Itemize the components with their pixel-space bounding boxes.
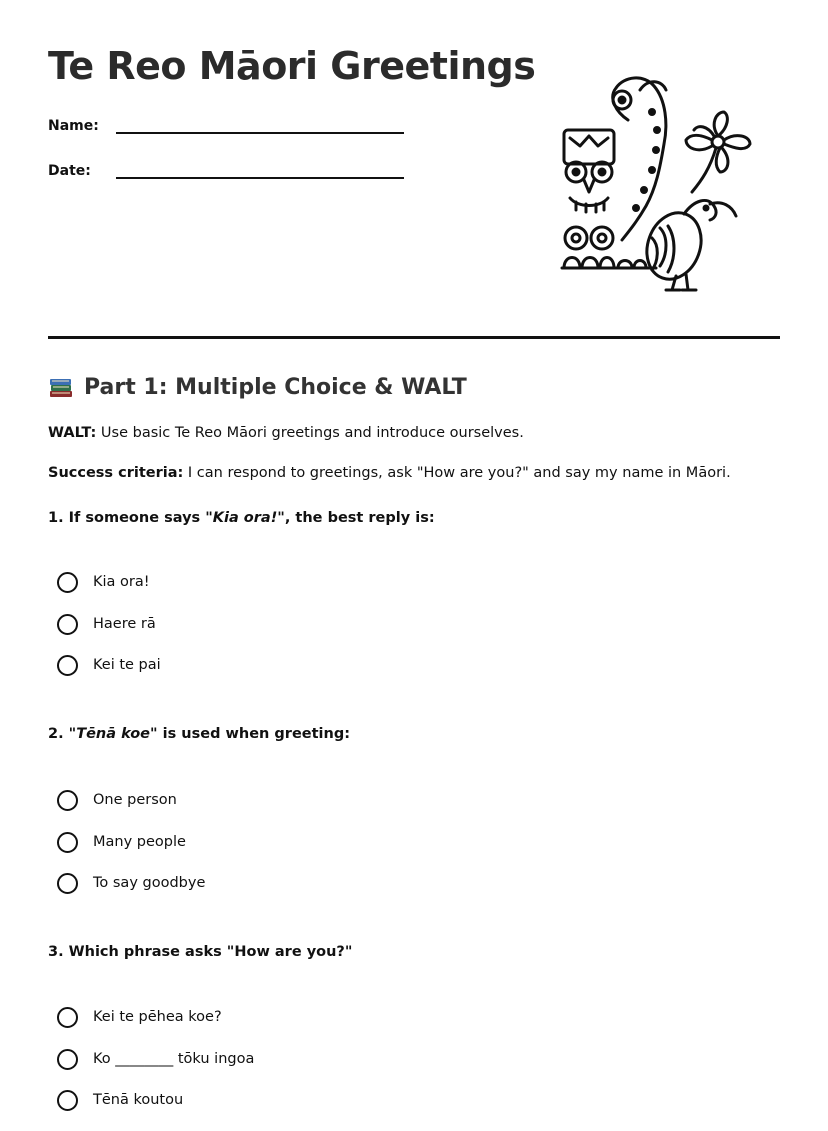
page-title: Te Reo Māori Greetings bbox=[48, 44, 536, 88]
question-2-emphasis: "Tēnā koe" bbox=[68, 726, 158, 742]
question-1-emphasis: "Kia ora!" bbox=[205, 510, 285, 526]
date-write-line[interactable] bbox=[116, 177, 404, 179]
part1-title: Part 1: Multiple Choice & WALT bbox=[84, 374, 467, 400]
question-2-prefix: 2. bbox=[48, 726, 69, 742]
option-label: Kei te pai bbox=[93, 657, 161, 673]
question-2 bbox=[48, 726, 350, 742]
name-label: Name: bbox=[48, 118, 99, 134]
radio-circle[interactable] bbox=[57, 614, 78, 635]
option-label: To say goodbye bbox=[93, 875, 206, 891]
question-3-options bbox=[57, 1006, 254, 1131]
walt-text: Use basic Te Reo Māori greetings and introduce ourselves. bbox=[96, 425, 524, 441]
name-field bbox=[48, 118, 99, 134]
option-label: Many people bbox=[93, 833, 186, 850]
section-divider bbox=[48, 336, 780, 339]
radio-circle[interactable] bbox=[57, 572, 78, 593]
date-field bbox=[48, 163, 91, 179]
maori-illustration-image bbox=[556, 68, 762, 298]
success-criteria-line bbox=[48, 465, 731, 481]
option-item[interactable] bbox=[57, 1089, 254, 1131]
option-label: One person bbox=[93, 792, 177, 808]
radio-circle[interactable] bbox=[57, 873, 78, 894]
option-label: Haere rā bbox=[93, 615, 156, 632]
radio-circle[interactable] bbox=[57, 1049, 78, 1070]
question-1 bbox=[48, 510, 435, 526]
option-label: Ko ________ tōku ingoa bbox=[93, 1050, 255, 1067]
success-criteria-text: I can respond to greetings, ask "How are you?" and say my name in Māori. bbox=[183, 465, 731, 481]
question-1-prefix: 1. If someone says bbox=[48, 510, 206, 526]
option-item[interactable] bbox=[57, 1048, 254, 1090]
option-item[interactable] bbox=[57, 571, 161, 613]
radio-circle[interactable] bbox=[57, 1090, 78, 1111]
success-criteria-label: Success criteria: bbox=[48, 465, 184, 481]
radio-circle[interactable] bbox=[57, 790, 78, 811]
question-3-prefix: 3. Which phrase asks "How are you?" bbox=[48, 944, 353, 960]
question-1-options bbox=[57, 571, 161, 696]
part1-heading bbox=[48, 374, 467, 400]
walt-line bbox=[48, 425, 524, 441]
question-2-options bbox=[57, 789, 205, 914]
question-2-suffix: is used when greeting: bbox=[157, 726, 351, 742]
option-item[interactable] bbox=[57, 1006, 254, 1048]
radio-circle[interactable] bbox=[57, 1007, 78, 1028]
option-label: Tēnā koutou bbox=[93, 1092, 184, 1108]
option-item[interactable] bbox=[57, 831, 205, 873]
option-item[interactable] bbox=[57, 654, 161, 696]
option-item[interactable] bbox=[57, 613, 161, 655]
walt-label: WALT: bbox=[48, 425, 97, 441]
option-item[interactable] bbox=[57, 872, 205, 914]
radio-circle[interactable] bbox=[57, 655, 78, 676]
option-label: Kia ora! bbox=[93, 574, 150, 590]
date-label: Date: bbox=[48, 163, 91, 179]
option-item[interactable] bbox=[57, 789, 205, 831]
option-label: Kei te pēhea koe? bbox=[93, 1009, 222, 1025]
books-icon bbox=[48, 374, 74, 400]
name-write-line[interactable] bbox=[116, 132, 404, 134]
radio-circle[interactable] bbox=[57, 832, 78, 853]
question-3 bbox=[48, 944, 352, 960]
question-1-suffix: , the best reply is: bbox=[284, 510, 435, 526]
